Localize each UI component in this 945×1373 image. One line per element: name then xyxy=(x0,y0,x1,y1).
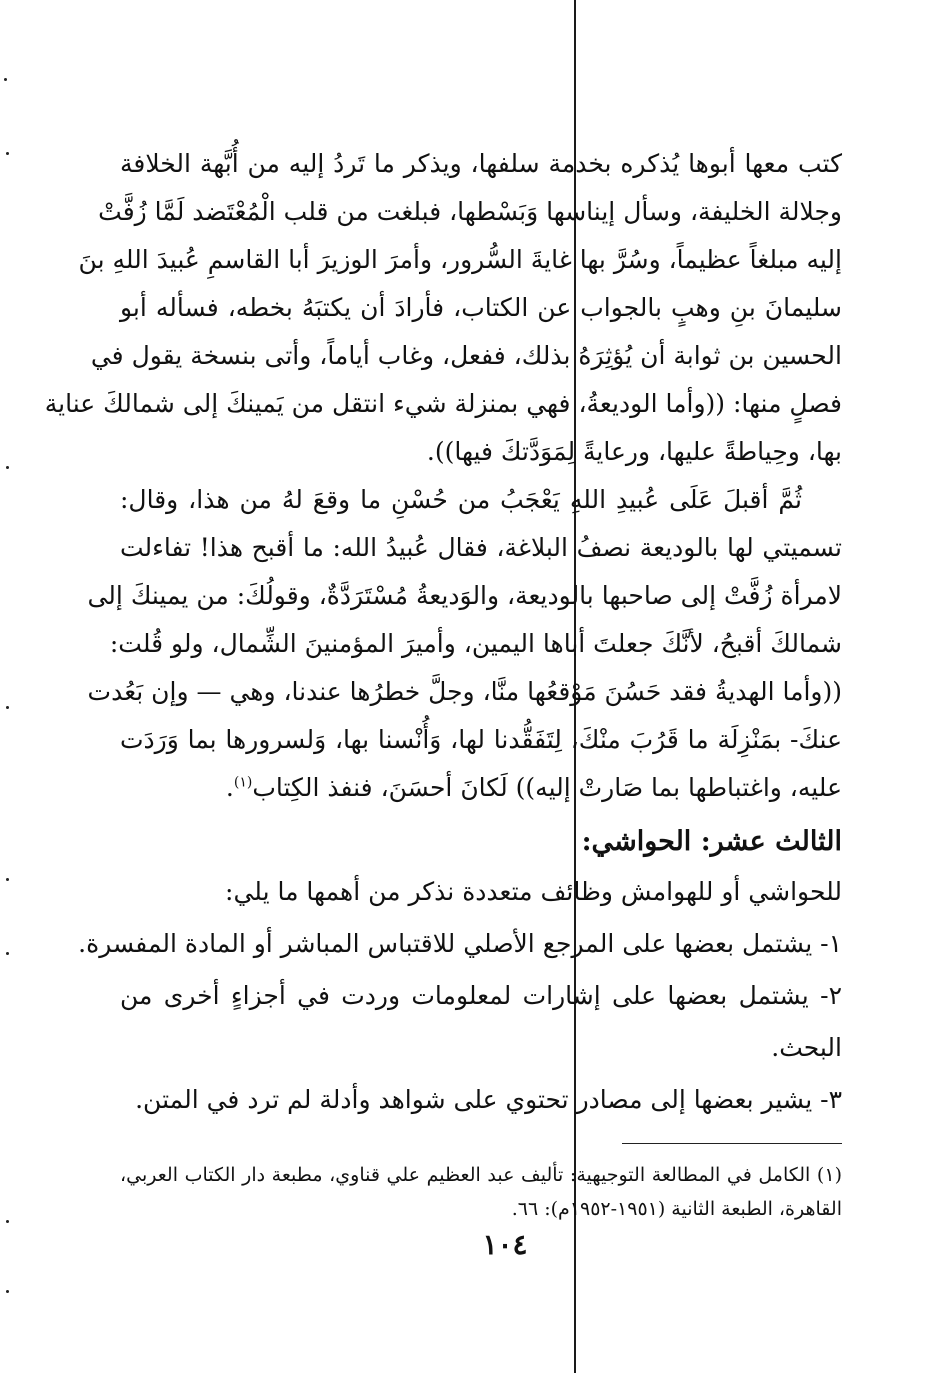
body-line: ثُمَّ أقبلَ عَلَى عُبيدِ اللهِ يَعْجَبُ من حُسْنِ ما وقعَ لهُ من هذا، وقال: xyxy=(120,485,802,514)
paragraph-2 xyxy=(87,476,842,812)
scan-speck xyxy=(4,78,7,81)
footnote-line: (١) الكامل في المطالعة التوجيهية: تأليف عبد العظيم علي قناوي، مطبعة دار الكتاب العربي، xyxy=(120,1164,842,1186)
scan-speck xyxy=(6,1290,9,1293)
footnote-divider xyxy=(622,1143,842,1144)
paragraph-1 xyxy=(44,140,842,476)
scan-speck xyxy=(6,706,9,709)
list-item: ١- يشتمل بعضها على المرجع الأصلي للاقتباس المباشر أو المادة المفسرة. xyxy=(78,929,842,958)
body-line: وجلالة الخليفة، وسأل إيناسها وَبَسْطها، فبلغت من قلب الْمُعْتَضد لَمَّا زُفَّتْ xyxy=(98,197,842,226)
footnote-ref: (١) xyxy=(233,774,253,791)
scan-speck xyxy=(6,952,9,955)
body-line: بها، وحِياطةً عليها، ورعايةً لِمَوَدَّتكَ فيها)). xyxy=(426,437,842,466)
list-item: ٢- يشتمل بعضها على إشارات لمعلومات وردت في أجزاءٍ أخرى من xyxy=(120,981,842,1010)
body-line: شمالكَ أقبحُ، لأنَّكَ جعلتَ أباها اليمين، وأميرَ المؤمنينَ الشِّمال، ولو قُلت: xyxy=(109,629,842,658)
scan-speck xyxy=(6,152,9,155)
page-body xyxy=(44,140,842,1126)
list-item: ٣- يشير بعضها إلى مصادر تحتوي على شواهد وأدلة لم ترد في المتن. xyxy=(135,1085,842,1114)
period: . xyxy=(225,773,234,802)
scan-speck xyxy=(6,878,9,881)
scan-speck xyxy=(6,1220,9,1223)
body-line: ((وأما الهديةُ فقد حَسُنَ مَوْقعُها منَّا، وجلَّ خطرُها عندنا، وهي — وإن بَعُدت xyxy=(87,677,842,706)
footnote-line: القاهرة، الطبعة الثانية (١٩٥١-١٩٥٢م): ٦٦. xyxy=(511,1198,842,1220)
scan-speck xyxy=(6,466,9,469)
section-heading: الثالث عشر: الحواشي: xyxy=(581,826,842,857)
body-line: لامرأة زُفَّتْ إلى صاحبها بالوديعة، والوَديعةُ مُسْتَرَدَّةٌ، وقولُكَ: من يمينكَ إلى xyxy=(87,581,842,610)
body-line: سليمانَ بنِ وهبٍ بالجواب عن الكتاب، فأرادَ أن يكتبَهُ بخطه، فسأله أبو xyxy=(120,293,842,322)
footnotes xyxy=(120,1158,842,1226)
body-line: فصلٍ منها: ((وأما الوديعةُ، فهي بمنزلة شيء انتقل من يَمينكَ إلى شمالكَ عناية xyxy=(44,389,842,418)
body-line: إليه مبلغاً عظيماً، وسُرَّ بها غايةَ السُّرور، وأمرَ الوزيرَ أبا القاسمِ عُبيدَ اللهِ بنَ xyxy=(78,245,842,274)
body-line: الحسين بن ثوابة أن يُؤثِرَهُ بذلك، ففعل، وغاب أياماً، وأتى بنسخة يقول في xyxy=(90,341,842,370)
intro-line: للحواشي أو للهوامش وظائف متعددة نذكر من أهمها ما يلي: xyxy=(225,877,842,906)
body-line-last xyxy=(120,764,842,812)
body-line: كتب معها أبوها يُذكره بخدمة سلفها، ويذكر ما تَردُ إليه من أُبَّهة الخلافة xyxy=(120,149,842,178)
body-text: عليه، واغتباطها بما صَارتْ إليه)) لَكانَ أحسَنَ، فنفذ الكِتاب xyxy=(252,773,842,802)
body-line: عنكَ- بمَنْزِلَة ما قَرُبَ منْكَ، لِتَفَقُّدنا لها، وَأُنْسنا بها، وَلسرورها بما وَرَدَت xyxy=(120,725,842,754)
body-line: تسميتي لها بالوديعة نصفُ البلاغة، فقال عُبيدُ الله: ما أقبح هذا! تفاءلت xyxy=(120,533,842,562)
page-number: ١٠٤ xyxy=(482,1228,528,1261)
list-item-continuation: البحث. xyxy=(771,1033,842,1062)
